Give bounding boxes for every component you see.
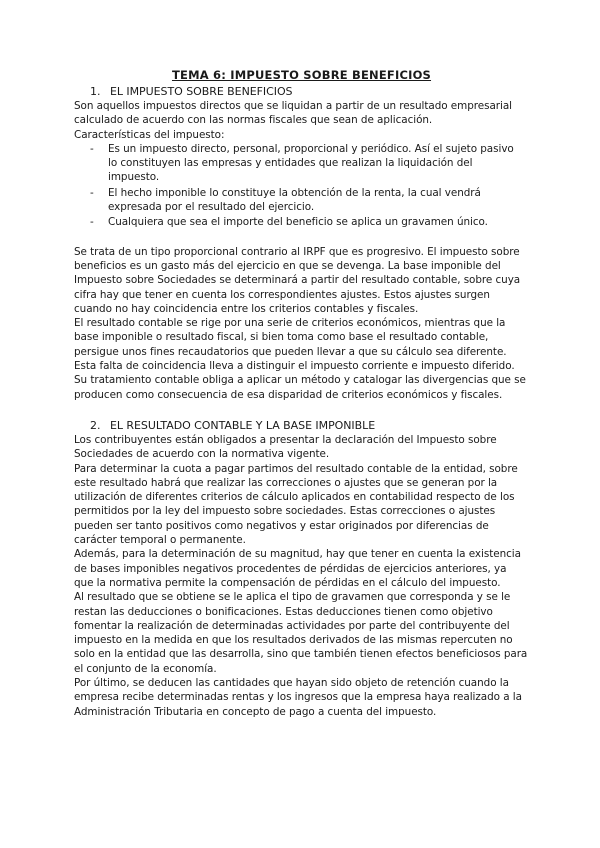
document-page <box>74 68 529 719</box>
section-1-paragraph: Se trata de un tipo proporcional contrario al IRPF que es progresivo. El impuesto sobre beneficios es un gasto más del ejercicio en que se devenga. La base imponible del Impuesto sobre Sociedades se determinará a partir del resultado contable, sobre cuya cifra hay que tener en cuenta los correspondientes ajustes. Estos ajustes surgen cuando no hay coincidencia entre los criterios contables y fiscales. <box>74 245 521 315</box>
section-1-number: 1. <box>90 85 101 98</box>
section-2-number: 2. <box>90 418 101 432</box>
bullet-text: Es un impuesto directo, personal, proporcional y periódico. Así el sujeto pasivo lo constituyen las empresas y entidades que realizan la liquidación del impuesto. <box>108 142 514 184</box>
section-1-paragraph: El resultado contable se rige por una serie de criterios económicos, mientras que la base imponible o resultado fiscal, si bien toma como base el resultado contable, persigue unos fines recaudatorios que pueden llevar a que su cálculo sea diferente. <box>74 317 507 358</box>
list-item <box>90 142 529 185</box>
section-1-intro: Son aquellos impuestos directos que se liquidan a partir de un resultado empresarial calculado de acuerdo con las normas fiscales que sean de aplicación. <box>74 100 512 127</box>
characteristics-label: Características del impuesto: <box>74 128 225 141</box>
bullet-text: Cualquiera que sea el importe del beneficio se aplica un gravamen único. <box>108 216 488 229</box>
section-2-paragraph: Por último, se deducen las cantidades que hayan sido objeto de retención cuando la empresa recibe determinadas rentas y los ingresos que la empresa haya realizado a la Administración Tributaria en concepto de pago a cuenta del impuesto. <box>74 676 522 718</box>
list-item <box>90 215 529 229</box>
bullet-marker: - <box>90 142 94 155</box>
section-1-paragraph: Esta falta de coincidencia lleva a distinguir el impuesto corriente e impuesto diferido. Su tratamiento contable obliga a aplicar un método y catalogar las divergencias que se producen como consecuencia de esa disparidad de criterios económicos y fiscales. <box>74 360 526 401</box>
bullet-text: El hecho imponible lo constituye la obtención de la renta, la cual vendrá expresada por el resultado del ejercicio. <box>108 186 481 214</box>
spacer <box>74 231 529 245</box>
section-2-paragraph: Al resultado que se obtiene se le aplica el tipo de gravamen que corresponda y se le restan las deducciones o bonificaciones. Estas deducciones tienen como objetivo fomentar la realización de determinadas actividades por parte del contribuyente del impuesto en la medida en que los resultados derivados de las mismas repercuten no solo en la entidad que las desarrolla, sino que también tienen efectos beneficiosos para el conjunto de la economía. <box>74 591 528 675</box>
section-2-heading <box>74 418 529 433</box>
spacer <box>74 402 529 418</box>
bullet-marker: - <box>90 186 94 199</box>
section-1-heading <box>74 84 529 99</box>
bullet-marker: - <box>90 216 94 229</box>
section-1-title: EL IMPUESTO SOBRE BENEFICIOS <box>110 85 293 98</box>
characteristics-list <box>74 142 529 230</box>
section-2-paragraph: Para determinar la cuota a pagar partimos del resultado contable de la entidad, sobre este resultado habrá que realizar las correcciones o ajustes que se generan por la utilización de diferentes criterios de cálculo aplicados en contabilidad respecto de los permitidos por la ley del impuesto sobre sociedades. Estas correcciones o ajustes pueden ser tanto positivos como negativos y estar originados por diferencias de carácter temporal o permanente. <box>74 462 518 547</box>
page-title: TEMA 6: IMPUESTO SOBRE BENEFICIOS <box>171 68 432 82</box>
section-2-paragraph: Los contribuyentes están obligados a presentar la declaración del Impuesto sobre Sociedades de acuerdo con la normativa vigente. <box>74 433 497 461</box>
section-2-paragraph: Además, para la determinación de su magnitud, hay que tener en cuenta la existencia de bases imponibles negativos procedentes de pérdidas de ejercicios anteriores, ya que la normativa permite la compensación de pérdidas en el cálculo del impuesto. <box>74 548 521 589</box>
section-2-title: EL RESULTADO CONTABLE Y LA BASE IMPONIBLE <box>110 418 376 432</box>
list-item <box>90 186 529 215</box>
